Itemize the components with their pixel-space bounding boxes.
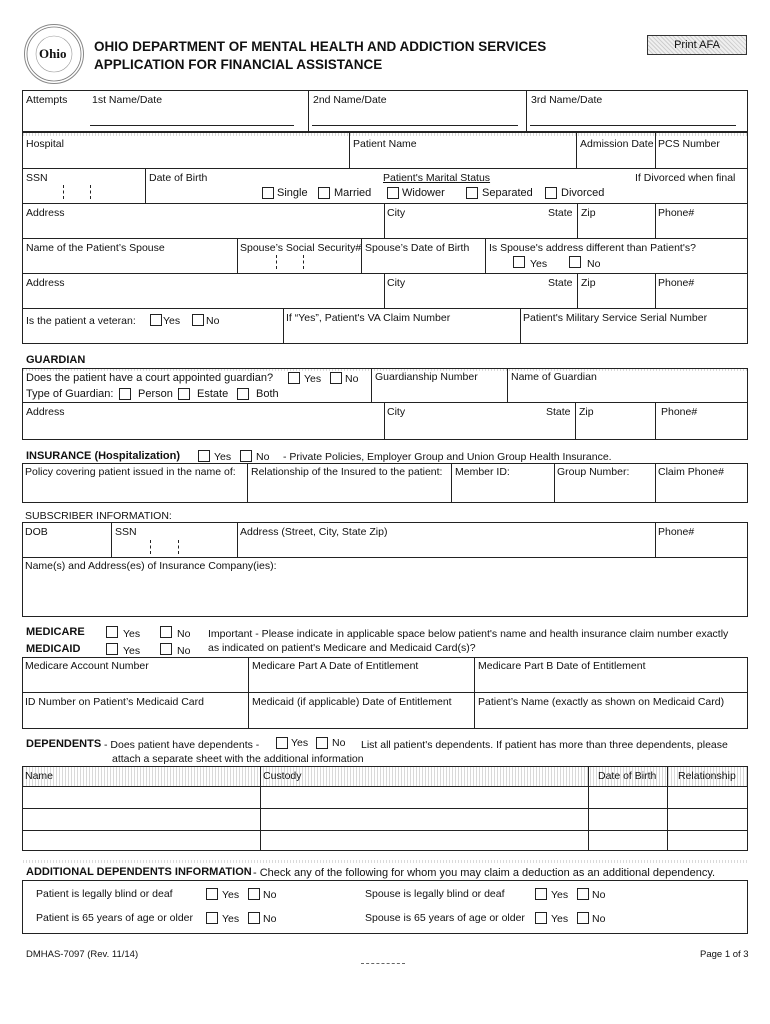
- spouse-phone-label: Phone#: [658, 277, 695, 289]
- claim-phone-label: Claim Phone#: [658, 466, 724, 478]
- medicaid-id-label: ID Number on Patient’s Medicaid Card: [25, 696, 204, 708]
- va-claim-label: If “Yes”, Patient's VA Claim Number: [286, 312, 451, 324]
- spouse-blind-no-checkbox[interactable]: [577, 888, 589, 900]
- attempts-label: Attempts: [26, 94, 68, 106]
- additional-text: - Check any of the following for whom you may claim a deduction as an additional dependency.: [253, 867, 716, 879]
- dependents-yes-checkbox[interactable]: [276, 737, 288, 749]
- page-title: OHIO DEPARTMENT OF MENTAL HEALTH AND ADDICTION SERVICES: [94, 39, 547, 54]
- medicaid-name-label: Patient’s Name (exactly as shown on Medicaid Card): [478, 696, 725, 708]
- veteran-label: Is the patient a veteran:: [26, 315, 136, 327]
- dob-label: Date of Birth: [149, 172, 208, 184]
- married-label: Married: [334, 187, 372, 199]
- subscriber-address-label: Address (Street, City, State Zip): [240, 526, 388, 538]
- spouse-name-label: Name of the Patient’s Spouse: [26, 242, 165, 254]
- medicaid-heading: MEDICAID: [26, 643, 81, 655]
- spouse-blind-no-label: No: [592, 889, 606, 901]
- medicare-heading: MEDICARE: [26, 626, 85, 638]
- dependents-col-dob: Date of Birth: [598, 770, 657, 782]
- additional-heading: ADDITIONAL DEPENDENTS INFORMATION: [26, 866, 252, 878]
- guardian-heading: GUARDIAN: [26, 354, 86, 366]
- first-attempt-label: 1st Name/Date: [92, 94, 163, 106]
- pcs-number-label: PCS Number: [658, 138, 720, 150]
- form-id: DMHAS-7097 (Rev. 11/14): [26, 949, 139, 960]
- medicaid-no-checkbox[interactable]: [160, 643, 172, 655]
- spouse-65-yes-label: Yes: [551, 913, 569, 925]
- separated-checkbox[interactable]: [466, 187, 478, 199]
- name-of-guardian-label: Name of Guardian: [511, 371, 597, 383]
- widower-label: Widower: [402, 187, 445, 199]
- patient-65-no-label: No: [263, 913, 277, 925]
- patient-blind-no-checkbox[interactable]: [248, 888, 260, 900]
- insurance-no-checkbox[interactable]: [240, 450, 252, 462]
- medicare-yes-label: Yes: [123, 628, 141, 640]
- guardian-type-label: Type of Guardian:: [26, 388, 114, 400]
- zip-label: Zip: [581, 207, 596, 219]
- footer-divider: [361, 963, 405, 964]
- third-attempt-line[interactable]: [530, 125, 736, 126]
- guardian-phone-label: Phone#: [661, 406, 698, 418]
- insurance-note: - Private Policies, Employer Group and Union Group Health Insurance.: [283, 451, 612, 463]
- insurance-yes-label: Yes: [214, 451, 232, 463]
- marital-status-label: Patient's Marital Status: [383, 172, 491, 184]
- patient-blind-no-label: No: [263, 889, 277, 901]
- dependents-heading: DEPENDENTS: [26, 738, 102, 750]
- guardian-estate-label: Estate: [197, 388, 229, 400]
- medicare-part-a-label: Medicare Part A Date of Entitlement: [252, 660, 419, 672]
- guardian-both-label: Both: [256, 388, 279, 400]
- spouse-blind-yes-checkbox[interactable]: [535, 888, 547, 900]
- guardianship-number-label: Guardianship Number: [375, 371, 478, 383]
- first-attempt-line[interactable]: [90, 125, 294, 126]
- dependents-yes-label: Yes: [291, 737, 309, 749]
- spouse-65-yes-checkbox[interactable]: [535, 912, 547, 924]
- guardian-city-label: City: [387, 406, 406, 418]
- spouse-address-diff-label: Is Spouse's address different than Patient's?: [489, 242, 696, 254]
- second-attempt-line[interactable]: [312, 125, 518, 126]
- policy-name-label: Policy covering patient issued in the name of:: [25, 466, 236, 478]
- spouse-address-label: Address: [26, 277, 65, 289]
- spouse-state-label: State: [548, 277, 573, 289]
- insurance-heading: INSURANCE (Hospitalization): [26, 450, 180, 462]
- guardian-address-label: Address: [26, 406, 65, 418]
- insurance-no-label: No: [256, 451, 270, 463]
- hospital-label: Hospital: [26, 138, 64, 150]
- phone-label: Phone#: [658, 207, 695, 219]
- patient-65-yes-label: Yes: [222, 913, 240, 925]
- spouse-65-label: Spouse is 65 years of age or older: [365, 912, 525, 924]
- group-number-label: Group Number:: [557, 466, 630, 478]
- medicare-important-note: Important - Please indicate in applicable space below patient's name and health insurance claim number exactly: [208, 628, 729, 640]
- print-afa-button[interactable]: Print AFA: [647, 35, 747, 55]
- table-row[interactable]: [22, 808, 748, 809]
- medicare-yes-checkbox[interactable]: [106, 626, 118, 638]
- guardian-person-label: Person: [138, 388, 173, 400]
- medicaid-yes-checkbox[interactable]: [106, 643, 118, 655]
- medicare-account-label: Medicare Account Number: [25, 660, 149, 672]
- spouse-blind-yes-label: Yes: [551, 889, 569, 901]
- guardian-question: Does the patient have a court appointed guardian?: [26, 372, 274, 384]
- veteran-yes-label: Yes: [163, 315, 181, 327]
- spouse-diff-yes-label: Yes: [530, 258, 548, 270]
- spouse-diff-no-checkbox[interactable]: [569, 256, 581, 268]
- spouse-diff-yes-checkbox[interactable]: [513, 256, 525, 268]
- dependents-no-label: No: [332, 737, 346, 749]
- admission-date-label: Admission Date: [580, 138, 654, 150]
- medicaid-yes-label: Yes: [123, 645, 141, 657]
- city-label: City: [387, 207, 406, 219]
- spouse-diff-no-label: No: [587, 258, 601, 270]
- spouse-blind-label: Spouse is legally blind or deaf: [365, 888, 505, 900]
- military-serial-label: Patient's Military Service Serial Number: [523, 312, 708, 324]
- single-checkbox[interactable]: [262, 187, 274, 199]
- if-divorced-label: If Divorced when final: [635, 172, 736, 184]
- dependents-col-custody: Custody: [263, 770, 302, 782]
- guardian-state-label: State: [546, 406, 571, 418]
- guardian-yes-label: Yes: [304, 373, 322, 385]
- medicaid-date-label: Medicaid (if applicable) Date of Entitlement: [252, 696, 452, 708]
- guardian-yes-checkbox[interactable]: [288, 372, 300, 384]
- page-number: Page 1 of 3: [700, 949, 749, 960]
- separated-label: Separated: [482, 187, 533, 199]
- spouse-dob-label: Spouse’s Date of Birth: [365, 242, 470, 254]
- dependents-col-relationship: Relationship: [678, 770, 736, 782]
- spouse-65-no-checkbox[interactable]: [577, 912, 589, 924]
- married-checkbox[interactable]: [318, 187, 330, 199]
- subscriber-dob-label: DOB: [25, 526, 48, 538]
- insurance-companies-label: Name(s) and Address(es) of Insurance Company(ies):: [25, 560, 277, 572]
- veteran-no-checkbox[interactable]: [192, 314, 204, 326]
- subscriber-info-label: SUBSCRIBER INFORMATION:: [25, 510, 172, 522]
- guardian-person-checkbox[interactable]: [119, 388, 131, 400]
- dependents-question: - Does patient have dependents -: [104, 739, 260, 751]
- relationship-label: Relationship of the Insured to the patient:: [251, 466, 443, 478]
- patient-65-no-checkbox[interactable]: [248, 912, 260, 924]
- state-label: State: [548, 207, 573, 219]
- address-label: Address: [26, 207, 65, 219]
- medicare-no-checkbox[interactable]: [160, 626, 172, 638]
- dependents-instruction: List all patient's dependents. If patient has more than three dependents, please: [361, 739, 728, 751]
- guardian-no-label: No: [345, 373, 359, 385]
- medicare-part-b-label: Medicare Part B Date of Entitlement: [478, 660, 646, 672]
- medicare-no-label: No: [177, 628, 191, 640]
- patient-blind-label: Patient is legally blind or deaf: [36, 888, 173, 900]
- dependents-instruction-2: attach a separate sheet with the additional information: [112, 753, 364, 765]
- third-attempt-label: 3rd Name/Date: [531, 94, 603, 106]
- page-subtitle: APPLICATION FOR FINANCIAL ASSISTANCE: [94, 57, 383, 72]
- single-label: Single: [277, 187, 308, 199]
- dependents-no-checkbox[interactable]: [316, 737, 328, 749]
- spouse-zip-label: Zip: [581, 277, 596, 289]
- patient-blind-yes-label: Yes: [222, 889, 240, 901]
- veteran-yes-checkbox[interactable]: [150, 314, 162, 326]
- subscriber-ssn-label: SSN: [115, 526, 137, 538]
- insurance-yes-checkbox[interactable]: [198, 450, 210, 462]
- spouse-ssn-label: Spouse’s Social Security#: [240, 242, 362, 254]
- patient-65-yes-checkbox[interactable]: [206, 912, 218, 924]
- second-attempt-label: 2nd Name/Date: [313, 94, 387, 106]
- patient-blind-yes-checkbox[interactable]: [206, 888, 218, 900]
- table-row[interactable]: [22, 830, 748, 831]
- subscriber-phone-label: Phone#: [658, 526, 695, 538]
- member-id-label: Member ID:: [455, 466, 510, 478]
- guardian-estate-checkbox[interactable]: [178, 388, 190, 400]
- spouse-65-no-label: No: [592, 913, 606, 925]
- ohio-logo: [24, 24, 84, 84]
- spouse-city-label: City: [387, 277, 406, 289]
- guardian-both-checkbox[interactable]: [237, 388, 249, 400]
- medicare-important-note-2: as indicated on patient's Medicare and Medicaid Card(s)?: [208, 642, 476, 654]
- divorced-label: Divorced: [561, 187, 605, 199]
- dependents-col-name: Name: [25, 770, 54, 782]
- guardian-zip-label: Zip: [579, 406, 594, 418]
- ssn-label: SSN: [26, 172, 48, 184]
- veteran-no-label: No: [206, 315, 220, 327]
- medicaid-no-label: No: [177, 645, 191, 657]
- widower-checkbox[interactable]: [387, 187, 399, 199]
- patient-name-label: Patient Name: [353, 138, 417, 150]
- patient-65-label: Patient is 65 years of age or older: [36, 912, 194, 924]
- guardian-no-checkbox[interactable]: [330, 372, 342, 384]
- divorced-checkbox[interactable]: [545, 187, 557, 199]
- logo-text: Ohio: [39, 46, 67, 61]
